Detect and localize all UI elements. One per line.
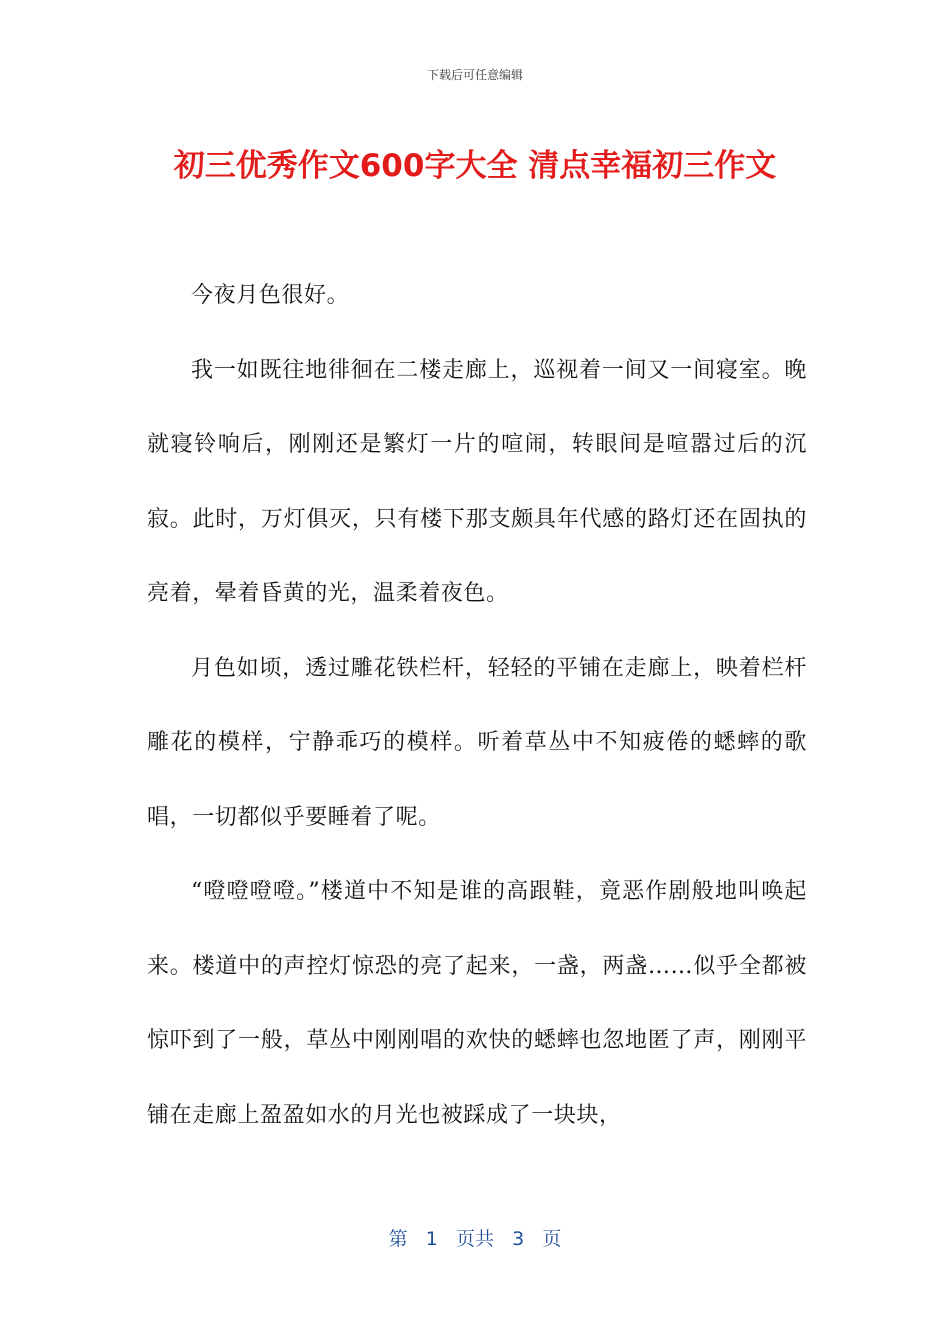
page-footer: [0, 1226, 950, 1252]
paragraph-2: 我一如既往地徘徊在二楼走廊上，巡视着一间又一间寝室。晚就寝铃响后，刚刚还是繁灯一片的喧闹，转眼间是喧嚣过后的沉寂。此时，万灯俱灭，只有楼下那支颇具年代感的路灯还在固执的亮着，晕着昏黄的光，温柔着夜色。: [147, 357, 807, 606]
paragraph-1: 今夜月色很好。: [191, 283, 350, 308]
header-note: 下载后可任意编辑: [426, 68, 523, 82]
article-body: [147, 259, 807, 1153]
paragraph-3: 月色如顷，透过雕花铁栏杆，轻轻的平铺在走廊上，映着栏杆雕花的模样，宁静乖巧的模样。听着草丛中不知疲倦的蟋蟀的歌唱，一切都似乎要睡着了呢。: [147, 655, 807, 830]
document-title: 初三优秀作文600字大全 清点幸福初三作文: [173, 148, 777, 184]
footer-page-middle: 页共: [455, 1228, 494, 1250]
footer-page-prefix: 第: [388, 1228, 408, 1250]
footer-page-total: 3: [512, 1228, 525, 1250]
paragraph-4: “噔噔噔噔。”楼道中不知是谁的高跟鞋，竟恶作剧般地叫唤起来。楼道中的声控灯惊恐的亮了起来，一盏，两盏……似乎全都被惊吓到了一般，草丛中刚刚唱的欢快的蟋蟀也忽地匿了声，刚刚平铺在走廊上盈盈如水的月光也被踩成了一块块，: [147, 879, 807, 1128]
footer-page-current: 1: [425, 1228, 438, 1250]
footer-page-suffix: 页: [542, 1228, 562, 1250]
